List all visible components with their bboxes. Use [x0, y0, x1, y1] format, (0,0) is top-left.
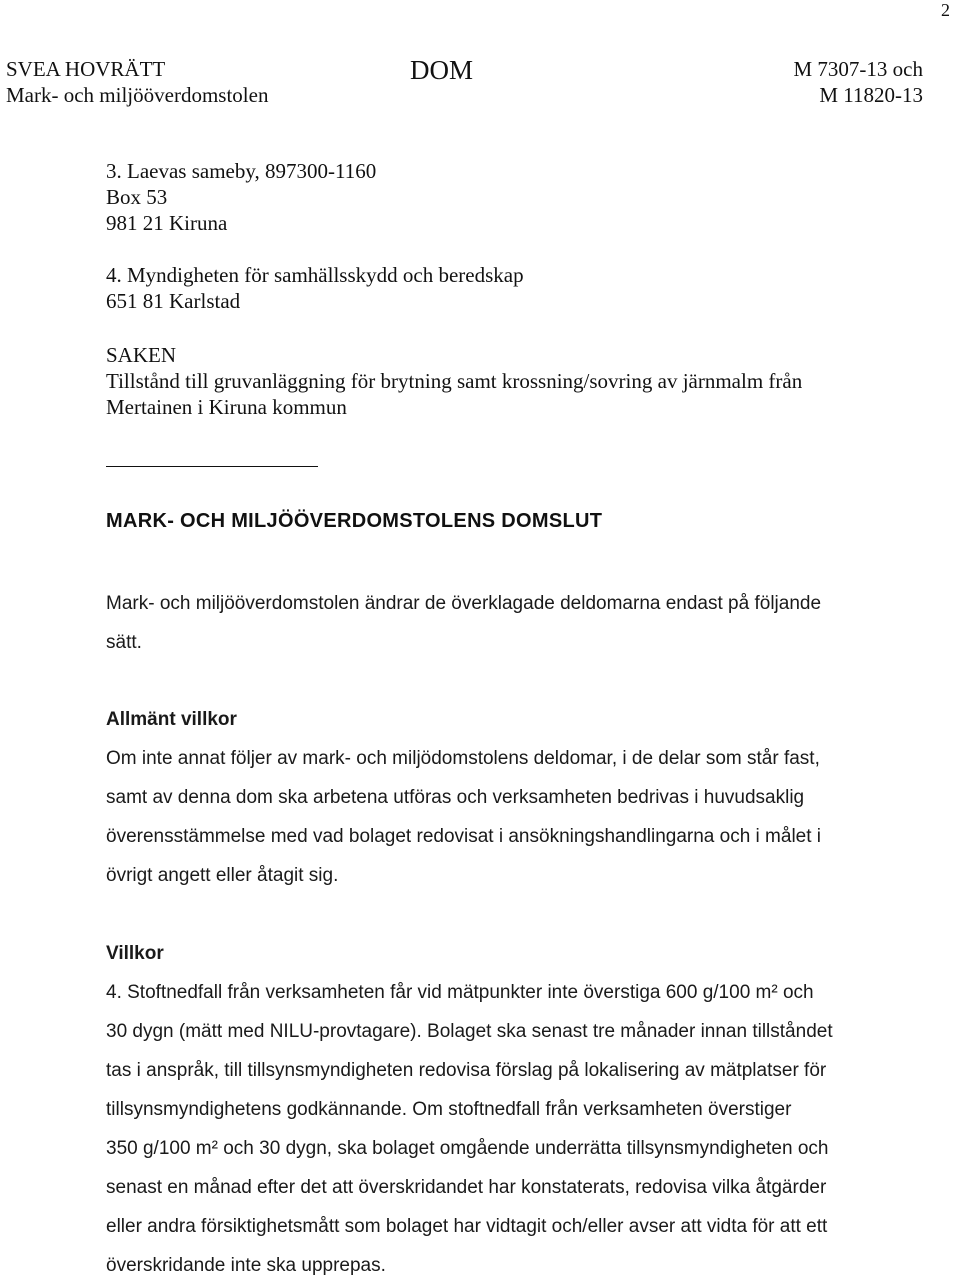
condition-line: 30 dygn (mätt med NILU-provtagare). Bolaget ska senast tre månader innan tillståndet: [106, 1021, 833, 1042]
header-case-numbers: [794, 56, 924, 108]
condition-line: eller andra försiktighetsmått som bolaget har vidtagit och/eller avser att vidta för att ett: [106, 1216, 828, 1237]
condition-line: tas i anspråk, till tillsynsmyndigheten redovisa förslag på lokalisering av mätplatser för: [106, 1060, 827, 1081]
general-condition-line: samt av denna dom ska arbetena utföras och verksamheten bedrivas i huvudsaklig: [106, 787, 805, 808]
court-division: Mark- och miljööverdomstolen: [6, 83, 269, 107]
case-number-1: M 7307-13 och: [793, 57, 923, 81]
condition-line: tillsynsmyndighetens godkännande. Om stoftnedfall från verksamheten överstiger: [106, 1099, 792, 1120]
saken-text-line: Mertainen i Kiruna kommun: [106, 395, 347, 419]
section-divider: [106, 466, 318, 467]
verdict-intro: [106, 584, 821, 662]
party-postal: 651 81 Karlstad: [106, 289, 241, 313]
party-address-3: [106, 158, 376, 236]
condition-line: 4. Stoftnedfall från verksamheten får vid mätpunkter inte överstiga 600 g/100 m² och: [106, 982, 814, 1003]
verdict-title: MARK- OCH MILJÖÖVERDOMSTOLENS DOMSLUT: [106, 510, 603, 532]
party-name: 3. Laevas sameby, 897300-1160: [106, 159, 377, 183]
party-box: Box 53: [106, 185, 168, 209]
court-name: SVEA HOVRÄTT: [6, 57, 166, 81]
general-condition-section: [106, 700, 821, 895]
general-condition-line: överensstämmelse med vad bolaget redovisat i ansökningshandlingarna och i målet i: [106, 826, 822, 847]
party-name: 4. Myndigheten för samhällsskydd och beredskap: [106, 263, 524, 287]
condition-line: senast en månad efter det att överskridandet har konstaterats, redovisa vilka åtgärder: [106, 1177, 827, 1198]
intro-line: Mark- och miljööverdomstolen ändrar de överklagade deldomarna endast på följande: [106, 593, 822, 614]
condition-line: överskridande inte ska upprepas.: [106, 1255, 386, 1276]
page-number: 2: [941, 0, 950, 20]
intro-line: sätt.: [106, 632, 142, 653]
conditions-heading: Villkor: [106, 943, 164, 964]
condition-line: 350 g/100 m² och 30 dygn, ska bolaget omgående underrätta tillsynsmyndigheten och: [106, 1138, 829, 1159]
case-number-2: M 11820-13: [819, 83, 923, 107]
document-type: DOM: [410, 55, 474, 85]
general-condition-heading: Allmänt villkor: [106, 709, 237, 730]
saken-heading: SAKEN: [106, 343, 177, 367]
saken-section: [106, 342, 802, 420]
party-postal: 981 21 Kiruna: [106, 211, 228, 235]
general-condition-line: övrigt angett eller åtagit sig.: [106, 865, 339, 886]
general-condition-line: Om inte annat följer av mark- och miljödomstolens deldomar, i de delar som står fast,: [106, 748, 820, 769]
saken-text-line: Tillstånd till gruvanläggning för brytning samt krossning/sovring av järnmalm från: [106, 369, 803, 393]
header-court: [6, 56, 268, 108]
conditions-section: [106, 934, 833, 1285]
party-address-4: [106, 262, 524, 314]
